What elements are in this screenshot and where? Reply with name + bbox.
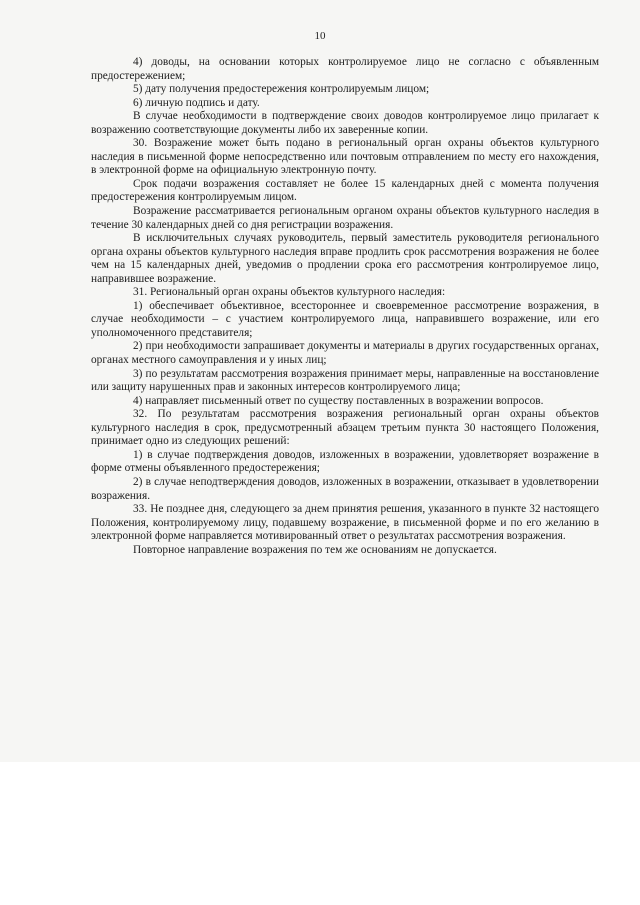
paragraph-31-item-4: 4) направляет письменный ответ по существу поставленных в возражении вопросов. xyxy=(133,394,544,407)
paragraph-submission-deadline: Срок подачи возражения составляет не более 15 календарных дней с момента получения предостережения контролируемым лицом. xyxy=(91,177,599,204)
paragraph-31-heading: 31. Региональный орган охраны объектов культурного наследия: xyxy=(133,286,446,299)
paragraph-review-period: Возражение рассматривается региональным органом охраны объектов культурного наследия в течение 30 календарных дней со дня регистрации возражения. xyxy=(91,205,599,231)
paragraph-31-item-3: 3) по результатам рассмотрения возражения принимает меры, направленные на восстановление или защиту нарушенных прав и законных интересов контролируемого лица; xyxy=(91,367,599,394)
blank-margin xyxy=(0,762,640,905)
paragraph-32-item-2: 2) в случае неподтверждения доводов, изложенных в возражении, отказывает в удовлетворении возражения. xyxy=(91,475,599,502)
paragraph-32-item-1: 1) в случае подтверждения доводов, изложенных в возражении, удовлетворяет возражение в форме отмены объявленного предостережения; xyxy=(91,448,599,475)
paragraph-32-decision: 32. По результатам рассмотрения возражения региональный орган охраны объектов культурного наследия в срок, предусмотренный абзацем третьим пункта 30 настоящего Положения, принимает одно из следующих решений: xyxy=(91,408,599,448)
page-number: 10 xyxy=(314,30,326,42)
paragraph-item-4-arguments: 4) доводы, на основании которых контролируемое лицо не согласно с объявленным предостережением; xyxy=(91,56,599,82)
document-body xyxy=(91,56,599,557)
paragraph-33-response: 33. Не позднее дня, следующего за днем принятия решения, указанного в пункте 32 настоящего Положения, контролируемому лицу, подавшему возражение, в письменной форме и по его желанию в электронной форме направляется мотивированный ответ о результатах рассмотрения возражения. xyxy=(91,503,599,543)
paragraph-item-6-signature: 6) личную подпись и дату. xyxy=(133,96,260,109)
paragraph-repeat-submission: Повторное направление возражения по тем же основаниям не допускается. xyxy=(133,543,497,556)
paragraph-31-item-2: 2) при необходимости запрашивает документы и материалы в других государственных органах, органах местного самоуправления и у иных лиц; xyxy=(91,340,599,367)
paragraph-extension: В исключительных случаях руководитель, первый заместитель руководителя регионального органа охраны объектов культурного наследия вправе продлить срок рассмотрения возражения не более чем на 15 календарных дней, уведомив о продлении срока его рассмотрения контролируемое лицо, направившее возражение. xyxy=(91,232,599,285)
paragraph-31-item-1: 1) обеспечивает объективное, всестороннее и своевременное рассмотрение возражения, в случае необходимости – с участием контролируемого лица, направившего возражение, или его уполномоченного представителя; xyxy=(91,299,599,339)
paragraph-supporting-documents: В случае необходимости в подтверждение своих доводов контролируемое лицо прилагает к возражению соответствующие документы либо их заверенные копии. xyxy=(91,110,599,136)
paragraph-item-5-date: 5) дату получения предостережения контролируемым лицом; xyxy=(133,83,430,96)
paragraph-30-submission: 30. Возражение может быть подано в региональный орган охраны объектов культурного наследия в письменной форме непосредственно или почтовым отправлением по месту его нахождения, в электронной форме на официальную электронную почту. xyxy=(91,137,599,177)
